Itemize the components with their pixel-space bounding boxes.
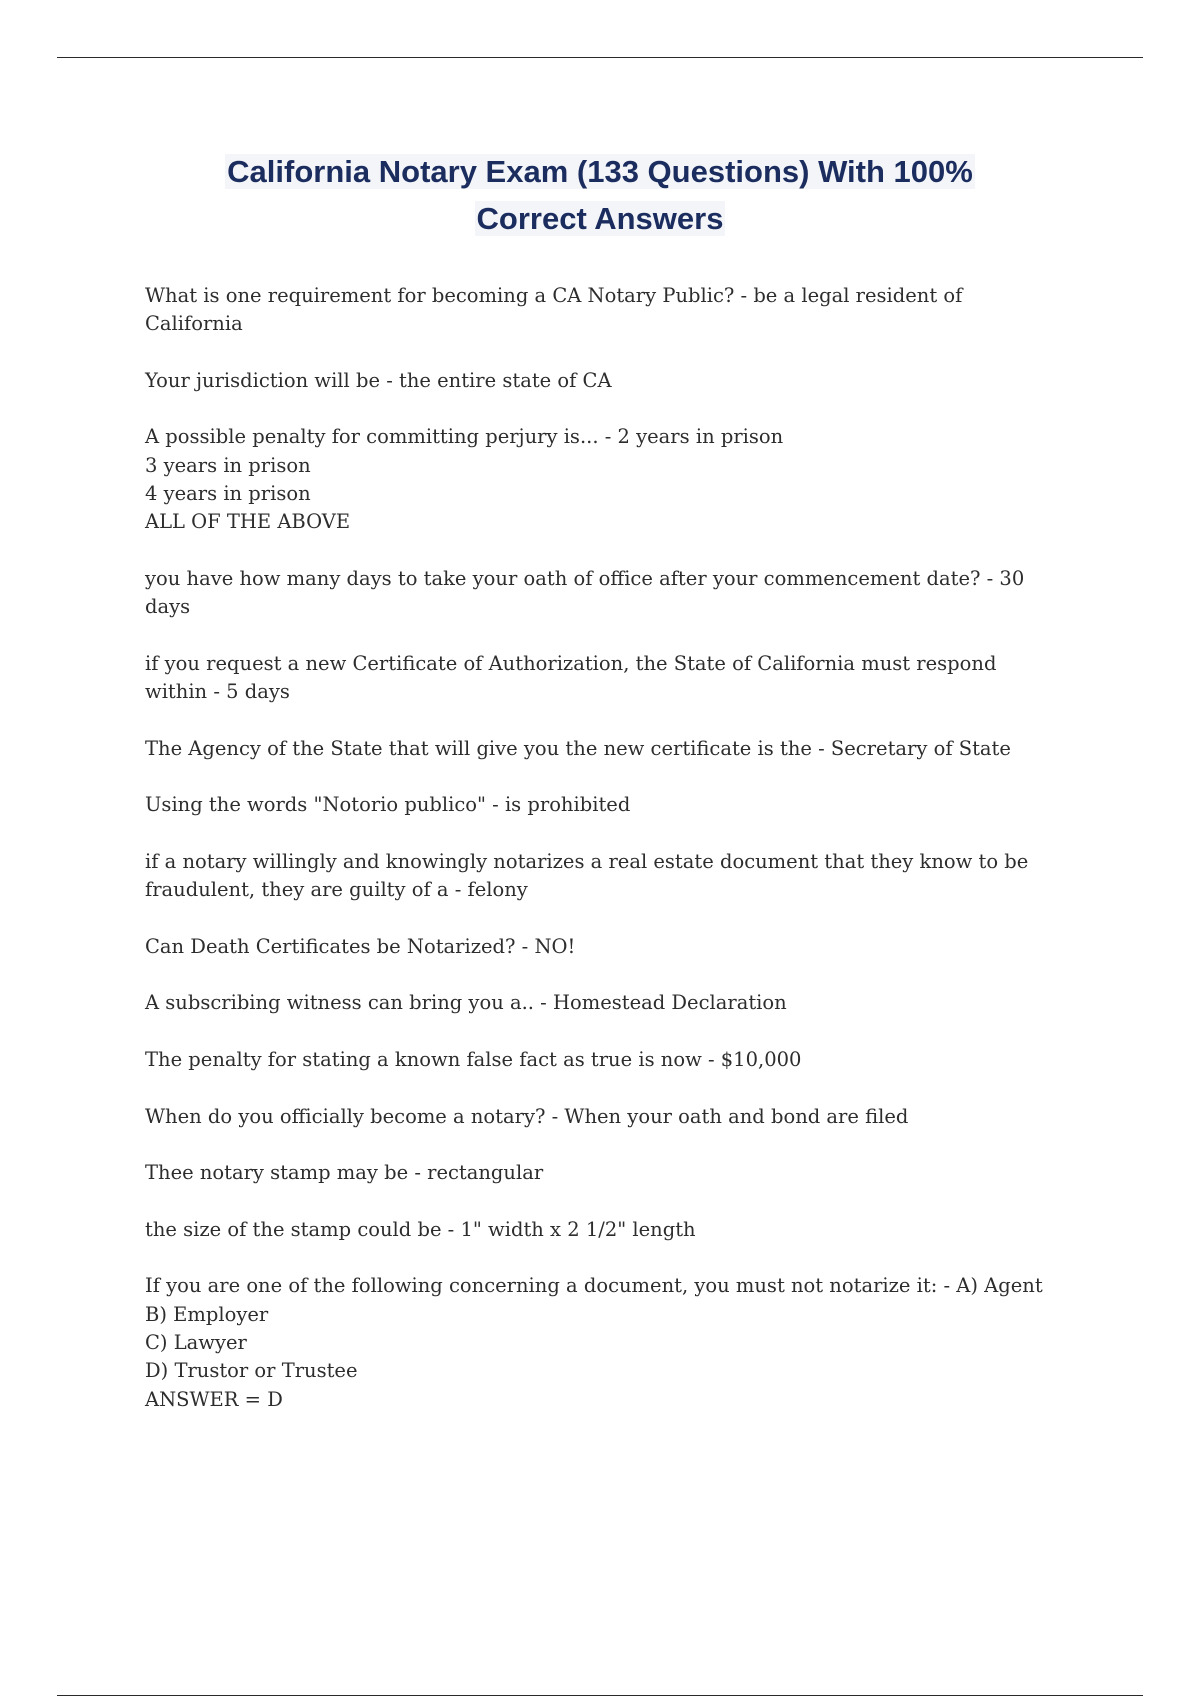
qa-item: Your jurisdiction will be - the entire state of CA bbox=[145, 368, 612, 392]
title-line-2: Correct Answers bbox=[476, 201, 724, 236]
top-rule bbox=[57, 57, 1143, 58]
qa-item: you have how many days to take your oath of office after your commencement date? - 30 days bbox=[145, 566, 1025, 619]
title-line-1: California Notary Exam (133 Questions) With 100% bbox=[227, 154, 973, 189]
qa-item: When do you officially become a notary? - When your oath and bond are filed bbox=[145, 1104, 909, 1128]
qa-item: If you are one of the following concerning a document, you must not notarize it: - A) Agent B) Employer C) Lawyer D) Trustor or Trustee ANSWER = D bbox=[145, 1274, 1043, 1411]
bottom-rule bbox=[57, 1695, 1143, 1696]
qa-item: The Agency of the State that will give you the new certificate is the - Secretary of State bbox=[145, 736, 1011, 760]
qa-item: A subscribing witness can bring you a.. - Homestead Declaration bbox=[145, 991, 787, 1015]
qa-item: Using the words "Notorio publico" - is prohibited bbox=[145, 793, 631, 817]
qa-list bbox=[145, 282, 1100, 1442]
document-title bbox=[100, 148, 1100, 242]
qa-item: The penalty for stating a known false fact as true is now - $10,000 bbox=[145, 1048, 802, 1072]
qa-item: the size of the stamp could be - 1" width x 2 1/2" length bbox=[145, 1217, 696, 1241]
qa-item: What is one requirement for becoming a CA Notary Public? - be a legal resident of California bbox=[145, 284, 963, 336]
qa-item: Thee notary stamp may be - rectangular bbox=[145, 1161, 544, 1185]
qa-item: Can Death Certificates be Notarized? - NO! bbox=[145, 934, 576, 958]
qa-item: if you request a new Certificate of Authorization, the State of California must respond within - 5 days bbox=[145, 651, 997, 704]
qa-item: if a notary willingly and knowingly notarizes a real estate document that they know to be fraudulent, they are guilty of a - felony bbox=[145, 849, 1029, 902]
qa-item: A possible penalty for committing perjury is... - 2 years in prison 3 years in prison 4 years in prison ALL OF THE ABOVE bbox=[145, 425, 784, 534]
